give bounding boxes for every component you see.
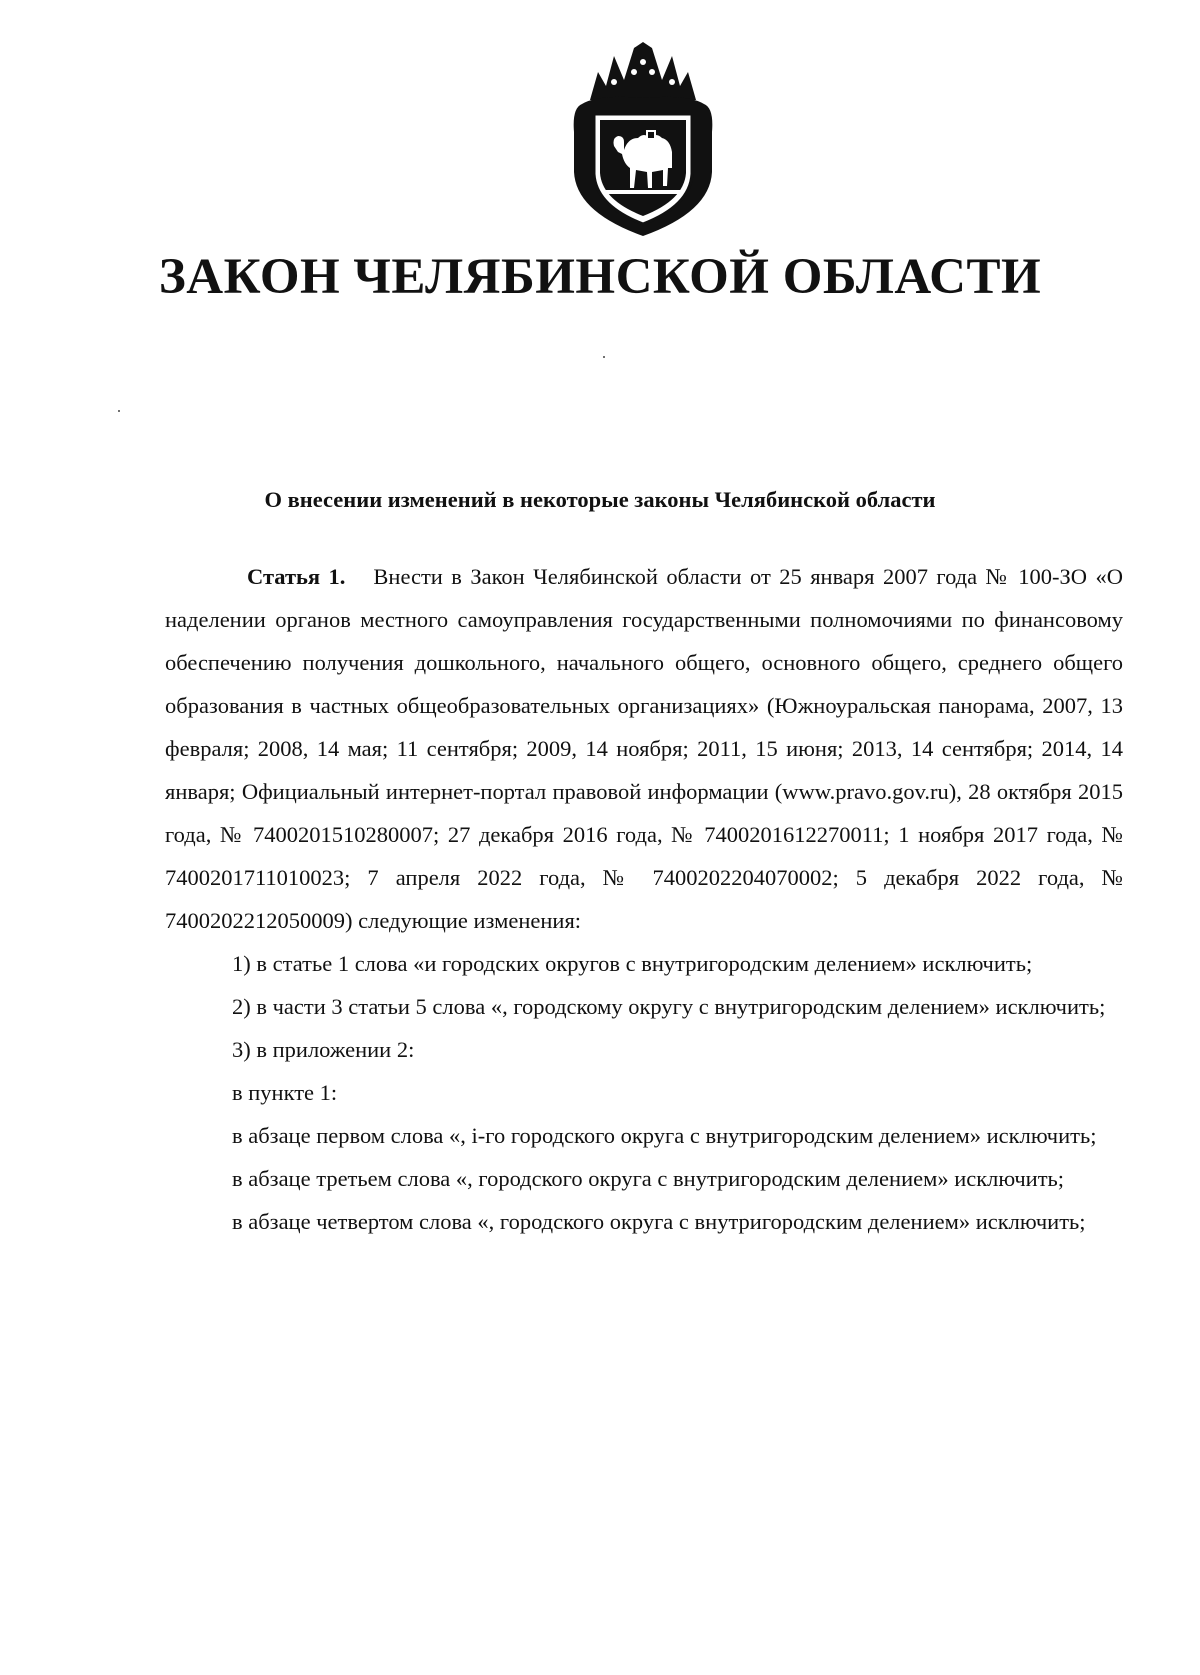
law-title: О внесении изменений в некоторые законы Челябинской области — [264, 487, 936, 512]
scan-speck — [603, 356, 605, 358]
chelyabinsk-coat-of-arms-icon — [568, 42, 718, 238]
amendment-item: 3) в приложении 2: — [232, 1037, 415, 1062]
amendment-item: в пункте 1: — [232, 1080, 338, 1105]
article-1-text: Внести в Закон Челябинской области от 25 января 2007 года № 100-ЗО «О наделении органов местного самоуправления государственными полномочиями по финансовому обеспечению получения дошкольного, начального общего, основного общего, среднего общего образования в частных общеобразовательных организациях» (Южноуральская панорама, 2007, 13 февраля; 2008, 14 мая; 11 сентября; 2009, 14 ноября; 2011, 15 июня; 2013, 14 сентября; 2014, 14 января; Официальный интернет-портал правовой информации (www.pravo.gov.ru), 28 октября 2015 года, № 7400201510280007; 27 декабря 2016 года, № 7400201612270011; 1 ноября 2017 года, № 7400201711010023; 7 апреля 2022 года, № 7400202204070002; 5 декабря 2022 года, № 7400202212050009) следующие изменения: — [165, 564, 1123, 933]
amendment-item: в абзаце третьем слова «, городского округа с внутригородским делением» исключить; — [232, 1166, 1065, 1191]
amendment-item: 2) в части 3 статьи 5 слова «, городскому округу с внутригородским делением» исключить; — [232, 994, 1106, 1019]
article-label: Статья 1. — [247, 564, 346, 589]
article-1-paragraph — [165, 555, 1123, 942]
amendment-item: в абзаце четвертом слова «, городского округа с внутригородским делением» исключить; — [232, 1209, 1086, 1234]
scan-speck — [118, 410, 120, 412]
law-heading: ЗАКОН ЧЕЛЯБИНСКОЙ ОБЛАСТИ — [158, 249, 1042, 305]
law-body — [165, 555, 1123, 1243]
coat-of-arms-emblem — [568, 42, 718, 238]
amendment-item: в абзаце первом слова «, i-го городского округа с внутригородским делением» исключить; — [232, 1123, 1097, 1148]
amendment-item: 1) в статье 1 слова «и городских округов с внутригородским делением» исключить; — [232, 951, 1033, 976]
